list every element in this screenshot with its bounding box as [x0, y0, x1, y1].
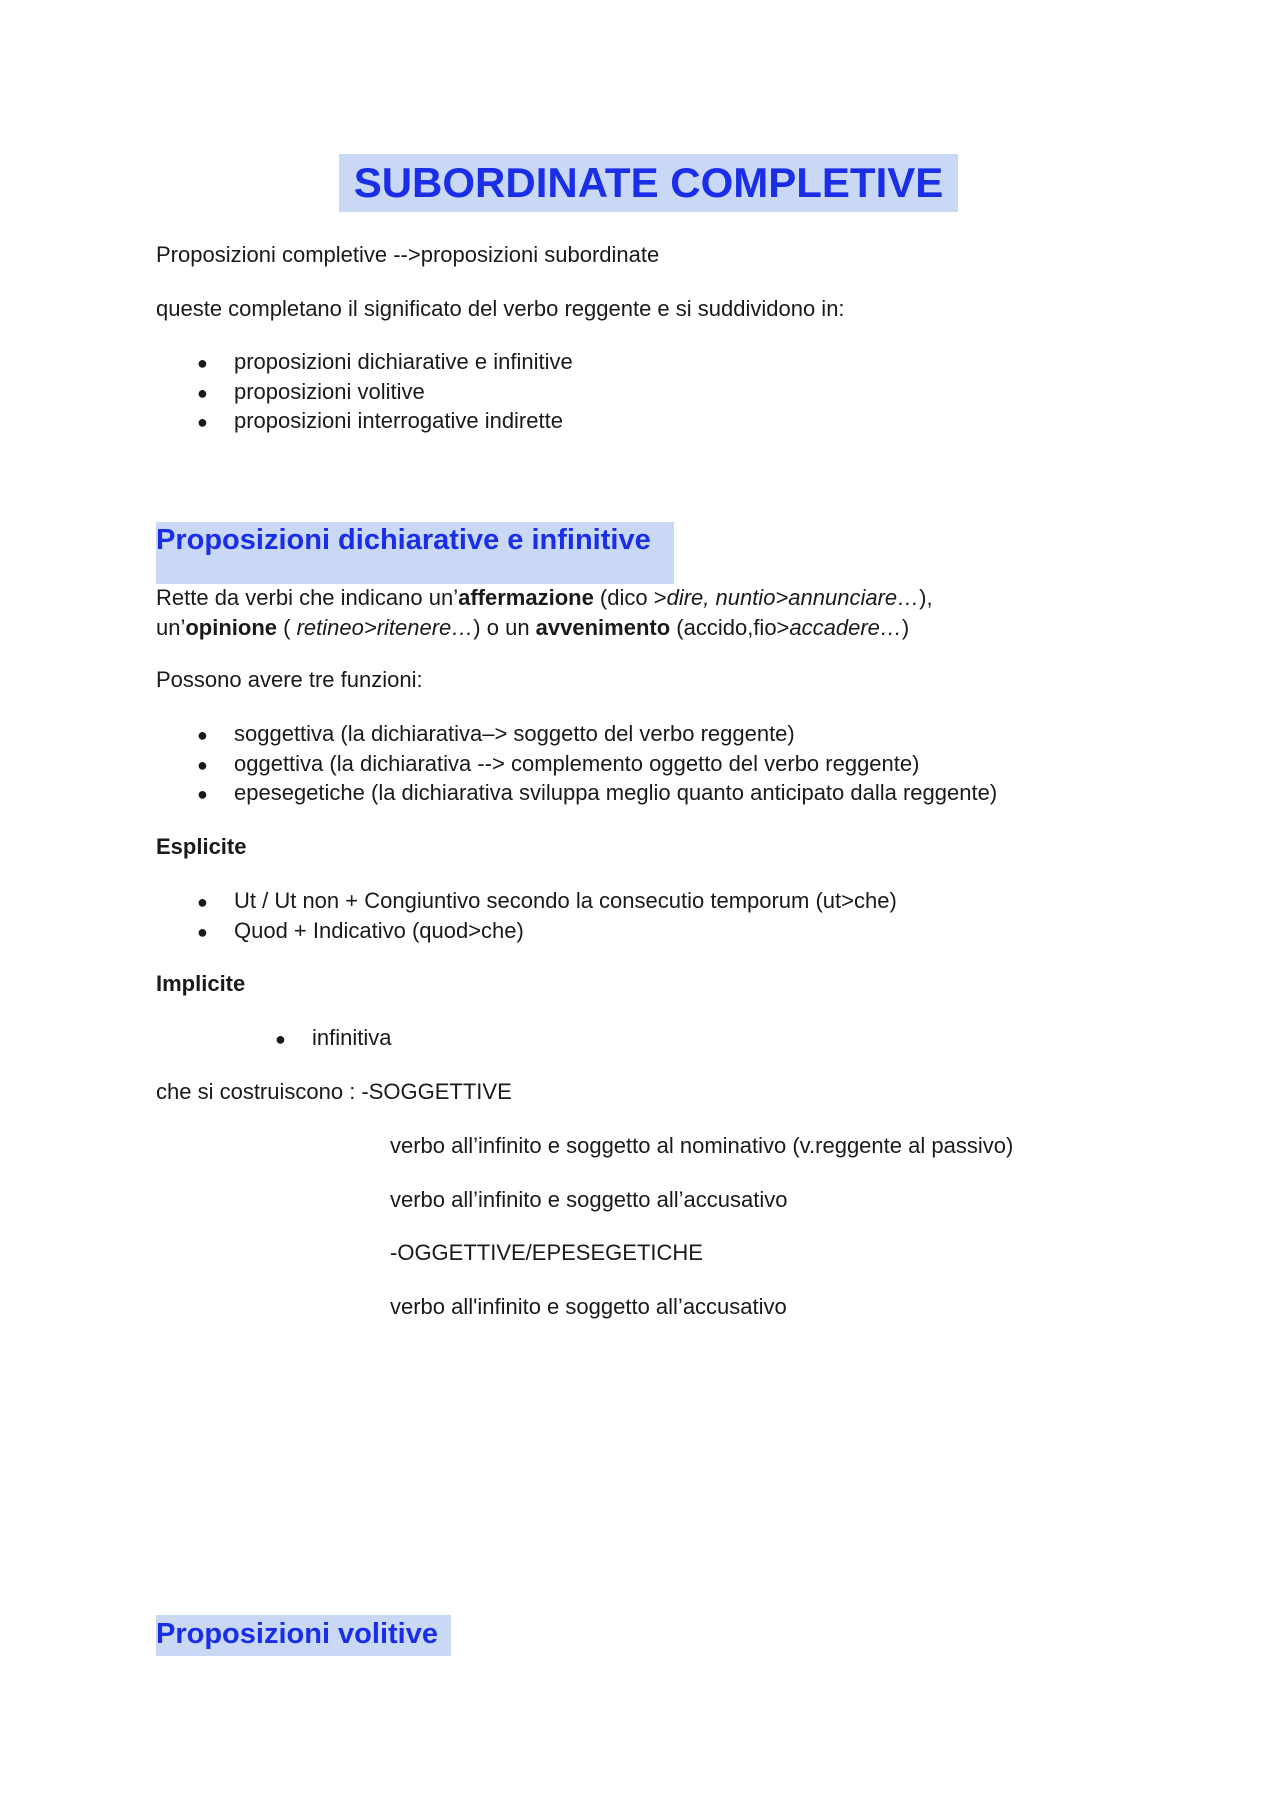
intro-line-2: queste completano il significato del verbo reggente e si suddividono in:: [156, 296, 845, 321]
example: retineo>ritenere…: [296, 615, 474, 640]
section-heading-volitive: Proposizioni volitive: [156, 1618, 438, 1650]
text: Rette da verbi che indicano un’: [156, 585, 459, 610]
bullet-icon: ●: [197, 922, 208, 942]
text: (accido,fio>: [670, 615, 790, 640]
section-heading-dichiarative: Proposizioni dichiarative e infinitive: [156, 524, 651, 556]
bullet-icon: ●: [197, 725, 208, 745]
text: ) o un: [473, 615, 536, 640]
costruzione-line: verbo all’infinito e soggetto all’accusativo: [390, 1187, 788, 1212]
costruzione-line: verbo all'infinito e soggetto all’accusativo: [390, 1294, 787, 1319]
esplicite-label: Esplicite: [156, 834, 247, 859]
bullet-icon: ●: [275, 1029, 286, 1049]
list-item: oggettiva (la dichiarativa --> complemento oggetto del verbo reggente): [234, 751, 920, 776]
intro-line-1: Proposizioni completive -->proposizioni subordinate: [156, 242, 660, 267]
bullet-icon: ●: [197, 755, 208, 775]
list-item: proposizioni dichiarative e infinitive: [234, 349, 573, 374]
text: un’: [156, 615, 186, 640]
text: (dico >: [593, 585, 667, 610]
costruzione-intro: che si costruiscono : -SOGGETTIVE: [156, 1079, 512, 1104]
list-item: soggettiva (la dichiarativa–> soggetto del verbo reggente): [234, 721, 795, 746]
bullet-icon: ●: [197, 353, 208, 373]
functions-intro: Possono avere tre funzioni:: [156, 667, 423, 692]
implicite-label: Implicite: [156, 971, 246, 996]
list-item: Ut / Ut non + Congiuntivo secondo la consecutio temporum (ut>che): [234, 888, 897, 913]
page-title: SUBORDINATE COMPLETIVE: [353, 159, 944, 206]
text: (: [277, 615, 297, 640]
bullet-icon: ●: [197, 412, 208, 432]
keyword-affermazione: affermazione: [458, 585, 594, 610]
keyword-opinione: opinione: [185, 615, 278, 640]
list-item: Quod + Indicativo (quod>che): [234, 918, 524, 943]
bullet-icon: ●: [197, 892, 208, 912]
example: dire, nuntio>annunciare…: [666, 585, 920, 610]
keyword-avvenimento: avvenimento: [535, 615, 671, 640]
text: ),: [919, 585, 933, 610]
list-item: infinitiva: [312, 1025, 392, 1050]
costruzione-line: -OGGETTIVE/EPESEGETICHE: [390, 1240, 703, 1265]
example: accadere…: [789, 615, 902, 640]
text: ): [901, 615, 910, 640]
bullet-icon: ●: [197, 383, 208, 403]
costruzione-line: verbo all’infinito e soggetto al nominativo (v.reggente al passivo): [390, 1133, 1014, 1158]
description-line-1: [156, 583, 933, 613]
list-item: epesegetiche (la dichiarativa sviluppa meglio quanto anticipato dalla reggente): [234, 780, 998, 805]
description-line-2: [156, 613, 909, 643]
list-item: proposizioni volitive: [234, 379, 425, 404]
list-item: proposizioni interrogative indirette: [234, 408, 563, 433]
bullet-icon: ●: [197, 784, 208, 804]
